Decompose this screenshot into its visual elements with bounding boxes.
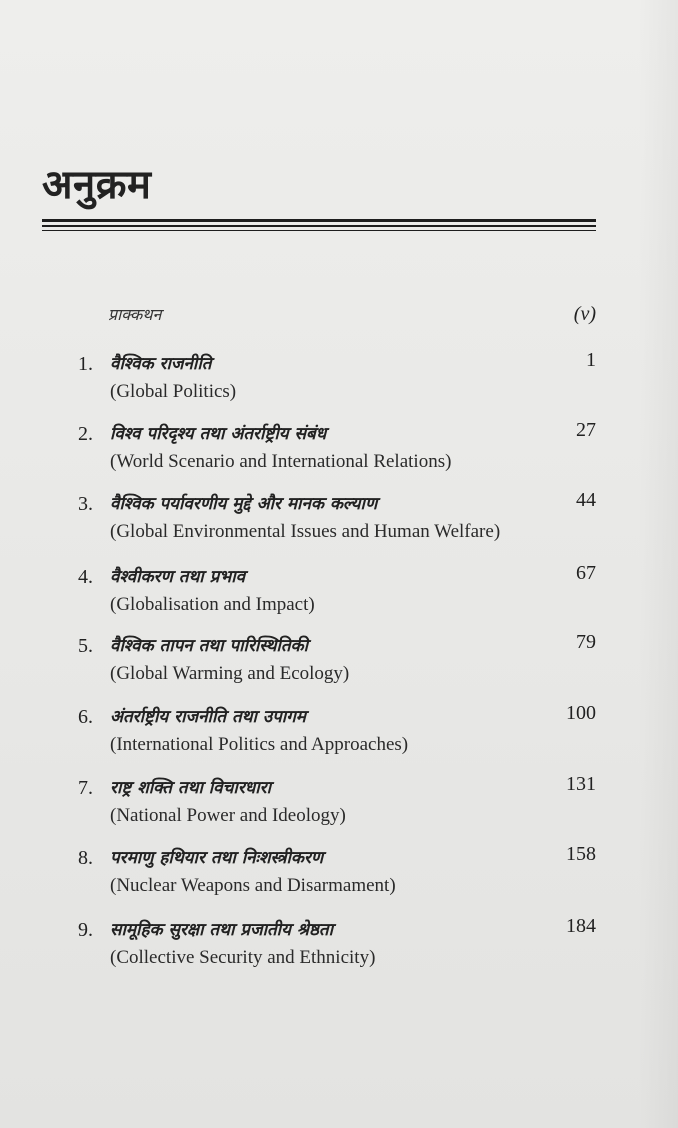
entry-title-hindi: वैश्विक राजनीति (110, 354, 212, 374)
title-rule-middle (42, 225, 596, 227)
entry-number: 1. (78, 353, 93, 375)
entry-number: 9. (78, 919, 93, 941)
page-title: अनुक्रम (42, 162, 152, 208)
entry-page-number: 131 (566, 773, 596, 795)
toc-entry (78, 632, 596, 692)
entry-title-hindi: अंतर्राष्ट्रीय राजनीति तथा उपागम (110, 707, 306, 727)
entry-page-number: 1 (586, 349, 596, 371)
entry-title-hindi: वैश्विक तापन तथा पारिस्थितिकी (110, 636, 308, 656)
entry-page-number: 158 (566, 843, 596, 865)
entry-number: 2. (78, 423, 93, 445)
entry-title-english: (Global Environmental Issues and Human Welfare) (110, 521, 501, 542)
toc-entry (78, 916, 596, 976)
toc-entry (78, 563, 596, 623)
entry-number: 5. (78, 635, 93, 657)
title-rule-thick (42, 219, 596, 222)
toc-entry (78, 350, 596, 410)
entry-title-english: (Nuclear Weapons and Disarmament) (110, 875, 396, 896)
entry-page-number: 27 (576, 419, 596, 441)
entry-page-number: 79 (576, 631, 596, 653)
entry-title-hindi: परमाणु हथियार तथा निःशस्त्रीकरण (110, 848, 324, 868)
entry-page-number: 100 (566, 702, 596, 724)
entry-number: 4. (78, 566, 93, 588)
entry-title-english: (International Politics and Approaches) (110, 734, 409, 755)
preface-label: प्राक्कथन (108, 305, 162, 324)
entry-title-hindi: वैश्विक पर्यावरणीय मुद्दे और मानक कल्याण (110, 494, 378, 514)
entry-title-hindi: विश्व परिदृश्य तथा अंतर्राष्ट्रीय संबंध (110, 424, 327, 444)
entry-title-hindi: सामूहिक सुरक्षा तथा प्रजातीय श्रेष्ठता (110, 920, 333, 940)
toc-entry (78, 844, 596, 904)
title-rule-thin (42, 230, 596, 231)
entry-title-english: (Collective Security and Ethnicity) (110, 947, 376, 968)
entry-page-number: 67 (576, 562, 596, 584)
entry-title-hindi: वैश्वीकरण तथा प्रभाव (110, 567, 246, 587)
toc-entry (78, 703, 596, 763)
toc-entry (78, 490, 596, 550)
toc-entry (78, 774, 596, 834)
preface-page-number: (v) (573, 303, 596, 325)
page-edge-shadow (638, 0, 678, 1128)
toc-entry (78, 420, 596, 480)
entry-number: 7. (78, 777, 93, 799)
entry-title-english: (World Scenario and International Relations) (110, 451, 452, 472)
entry-title-english: (Global Warming and Ecology) (110, 663, 350, 684)
entry-number: 8. (78, 847, 93, 869)
entry-title-english: (Global Politics) (110, 381, 237, 402)
entry-page-number: 44 (576, 489, 596, 511)
toc-preface (108, 303, 596, 333)
entry-number: 6. (78, 706, 93, 728)
entry-title-english: (Globalisation and Impact) (110, 594, 315, 615)
entry-title-english: (National Power and Ideology) (110, 805, 346, 826)
entry-number: 3. (78, 493, 93, 515)
entry-page-number: 184 (566, 915, 596, 937)
entry-title-hindi: राष्ट्र शक्ति तथा विचारधारा (110, 778, 271, 798)
